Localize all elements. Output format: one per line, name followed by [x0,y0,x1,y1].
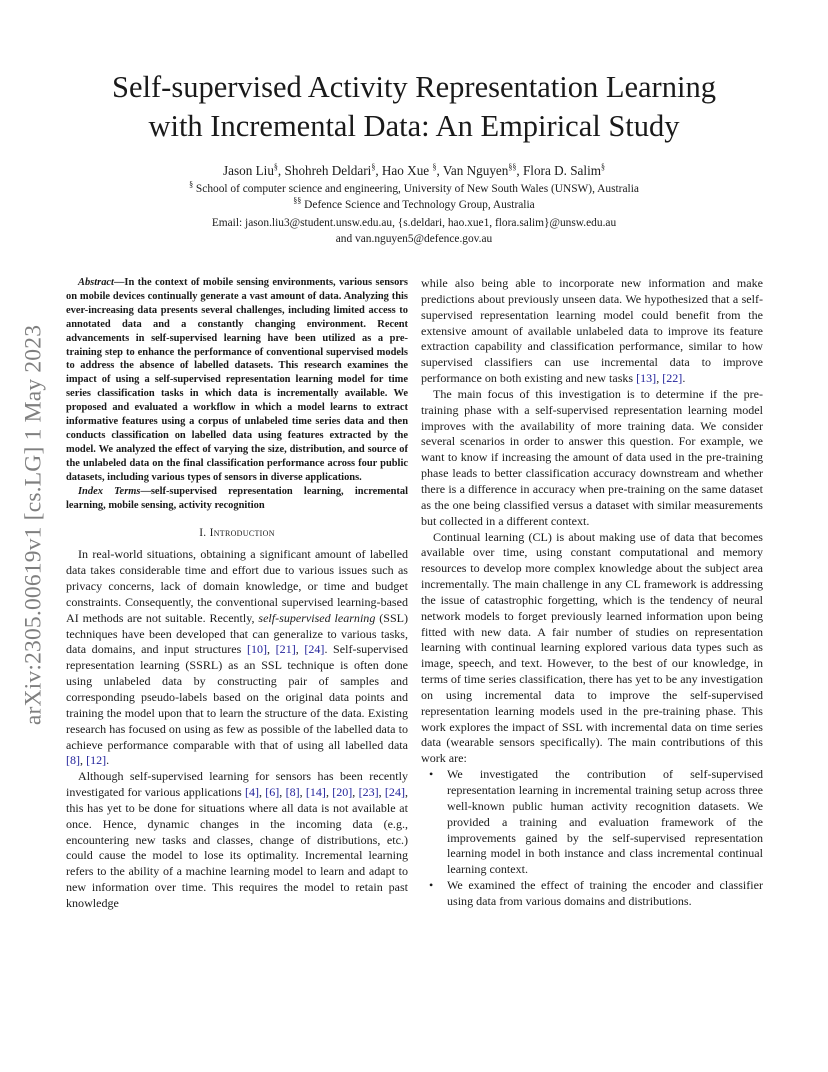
intro-paragraph-3: The main focus of this investigation is to determine if the pre-training phase with a self-supervised representation learning model improves with the availability of more training data. We consider several scenarios in order to answer this question. For example, we want to know if increasing the amount of data used in the pre-training phase leads to better classification accuracy downstream and whether there is a difference in accuracy when pre-training on the same dataset as the one being classified versus a dataset with similar measurements but collected in a different context. [421,386,763,528]
arxiv-sidebar-identifier [16,290,52,760]
abstract [66,276,408,485]
author-list: Jason Liu§, Shohreh Deldari§, Hao Xue §, Van Nguyen§§, Flora D. Salim§ [223,162,605,178]
citation-link[interactable]: [23] [358,785,379,800]
citation-link[interactable]: [8] [285,785,300,800]
citation-link[interactable]: [8] [66,753,81,768]
affiliation-1 [60,181,768,197]
email-line-2: and van.nguyen5@defence.gov.au [335,233,493,245]
index-terms-text: self-supervised representation learning, incremental learning, mobile sensing, activity recognition [66,485,408,511]
citation-link[interactable]: [10] [246,642,268,657]
paragraph-text: (SSL) techniques have been developed that can generalize to various tasks, data domains, and input structures [66,610,409,657]
bullet-icon: • [429,878,434,893]
contributions-list [421,767,763,910]
citation-link[interactable]: [13] [636,371,657,386]
author-affil-mark: § [371,162,376,172]
author-name: Hao Xue [381,163,430,178]
abstract-dash: — [113,277,125,288]
citation-link[interactable]: [4] [244,785,259,800]
intro-paragraph-4: Continual learning (CL) is about making use of data that becomes available over time, using constant computational and memory resources to develop more complex knowledge about the subject area incrementally. The main challenge in any CL framework is addressing the issue of catastrophic forgetting, which is the tendency of neural network models to forget previously learned information upon being fitted with new data. A fair number of studies on representation learning with continual learning explored various data types such as image, speech, and text. However, to the best of our knowledge, in terms of time series classification, there has yet to be any investigation on using incremental data to improve the self-supervised representation learning models used in the pre-training phase. This work explores the impact of SSL with incremental data on time series data (wearable sensors specifically). The main contributions of this work are: [421,529,763,766]
citation-link[interactable]: [24] [304,642,325,657]
author-affil-mark: § [432,162,437,172]
paragraph-text: . [682,371,686,386]
affiliation-2 [60,197,768,213]
list-item [429,878,763,910]
list-item-text: We investigated the contribution of self-supervised representation learning in incremental training setup across three well-known public human activity recognition datasets. We provided a training and evaluation framework of the improvements gained by the self-supervised representation learning model in both instance and class incremental continual learning context. [447,767,763,877]
paragraph-text: Although self-supervised learning for sensors has been recently investigated for various applications [66,769,408,800]
citation-link[interactable]: [21] [275,642,296,657]
affiliation-text: Defence Science and Technology Group, Australia [304,199,535,211]
citation-link[interactable]: [20] [332,785,353,800]
section-heading-introduction [66,526,408,541]
index-terms-label: Index Terms [78,485,141,497]
author-name: Jason Liu [223,163,274,178]
affiliation-text: School of computer science and engineering, University of New South Wales (UNSW), Australia [195,183,639,195]
left-column [66,276,408,912]
paper-title [60,68,768,146]
affiliation-mark: §§ [293,196,302,206]
abstract-label: Abstract [78,277,114,288]
author-affil-mark: § [601,162,605,172]
index-terms-dash: — [140,485,151,497]
intro-paragraph-1: In real-world situations, obtaining a significant amount of labelled data takes considerable time and effort due to various issues such as privacy concerns, lack of domain knowledge, or time and budget constraints. Consequently, the conventional supervised learning-based AI methods are not suitable. Recently, self-supervised learning (SSL) techniques have been developed that can generalize to various tasks, data domains, and input structures [10], [21], [24]. Self-supervised representation learning (SSRL) as an SSL technique is often done using unlabeled data by constructing pair of samples and corresponding pseudo-labels based on the original data points and training the model upon that to learn the structure of the data. Existing research has focused on using as few as possible of the labelled data to achieve performance comparable with that of using all labelled data [8], [12]. [66,547,409,768]
intro-paragraph-2: Although self-supervised learning for sensors has been recently investigated for various applications [4], [6], [8], [14], [20], [23], [24], this has yet to be done for situations where all data is not available at once. Hence, dynamic changes in the incoming data (e.g., encountering new tasks and classes, change of distributions, etc.) could cause the model to lose its optimality. Incremental learning refers to the ability of a machine learning model to learn and adapt to new information over time. This requires the model to retain past knowledge [66,769,408,910]
bullet-icon: • [429,767,434,782]
citation-link[interactable]: [12] [86,753,107,768]
affiliation-mark: § [189,180,194,190]
section-title: Introduction [209,527,275,540]
italic-term: self-supervised learning [258,610,376,625]
citation-link[interactable]: [6] [265,785,280,800]
paragraph-text: . Self-supervised representation learning (SSRL) as an SSL technique is often done using unlabeled data by constructing pair of samples and corresponding pseudo-labels based on the original data points and training the model upon that to learn the structure of the data. Existing research has focused on using as few as possible of the labelled data to achieve performance comparable with that of using all labelled data [66,642,408,752]
paragraph-text: while also being able to incorporate new information and make predictions about previously unseen data. We hypothesized that a self-supervised representation learning model could benefit from the extensive amount of available unlabeled data to improve its feature extraction capability and classification performance, similar to how supervised classifiers can use incremental data to improve performance on both existing and new tasks [421,276,763,386]
paragraph-text: In real-world situations, obtaining a significant amount of labelled data takes considerable time and effort due to various issues such as privacy concerns, lack of domain knowledge, or time and budget constraints. Consequently, the conventional supervised learning-based AI methods are not suitable. Recently, [66,547,408,625]
abstract-text: In the context of mobile sensing environments, various sensors on mobile devices continually generate a vast amount of data. Analyzing this ever-increasing data presents several challenges, including limited access to annotated data and a constantly changing environment. Recent advancements in self-supervised learning have been utilized as a pre-training step to enhance the performance of conventional supervised models to address the absence of labelled datasets. This research examines the impact of using a self-supervised representation learning model for time series classification tasks in which data is incrementally available. We proposed and evaluated a workflow in which a model learns to extract informative features using a corpus of unlabeled time series data and then conducts classification on labelled data using features extracted by the model. We analyzed the effect of varying the size, distribution, and source of the unlabeled data on the final classification performance across four public datasets, including various types of sensors in diverse applications. [66,277,408,483]
citation-link[interactable]: [24] [384,785,405,800]
paragraph-text: . [106,753,110,768]
citation-link[interactable]: [22] [662,371,683,386]
intro-paragraph-continued: while also being able to incorporate new information and make predictions about previously unseen data. We hypothesized that a self-supervised representation learning model could benefit from the extensive amount of available unlabeled data to improve its feature extraction capability and classification performance, similar to how supervised classifiers can use incremental data to improve performance on both existing and new tasks [13], [22]. [421,276,763,386]
author-name: Van Nguyen [442,163,509,178]
index-terms [66,485,408,513]
paragraph-text: , this has yet to be done for situations where all data is not available at once. Hence, dynamic changes in the incoming data (e.g., encountering new tasks and classes, change of distributions, etc.) could cause the model to lose its optimality. Incremental learning refers to the ability of a machine learning model to learn and adapt to new information over time. This requires the model to retain past knowledge [66,785,408,910]
citation-link[interactable]: [14] [305,785,326,800]
section-number: I. [199,527,207,540]
author-name: Flora D. Salim [522,163,601,178]
author-affil-mark: § [273,162,278,172]
paper-title-line-2: with Incremental Data: An Empirical Study [148,109,680,143]
author-name: Shohreh Deldari [284,163,372,178]
email-line-1: Email: jason.liu3@student.unsw.edu.au, {s.deldari, hao.xue1, flora.salim}@unsw.edu.au [211,217,617,229]
paper-title-line-1: Self-supervised Activity Representation Learning [112,70,716,104]
list-item [429,767,763,878]
list-item-text: We examined the effect of training the encoder and classifier using data from various domains and distributions. [447,878,763,908]
arxiv-identifier-text: arXiv:2305.00619v1 [cs.LG] 1 May 2023 [20,324,47,726]
right-column [421,276,763,910]
author-affil-mark: §§ [508,162,517,172]
